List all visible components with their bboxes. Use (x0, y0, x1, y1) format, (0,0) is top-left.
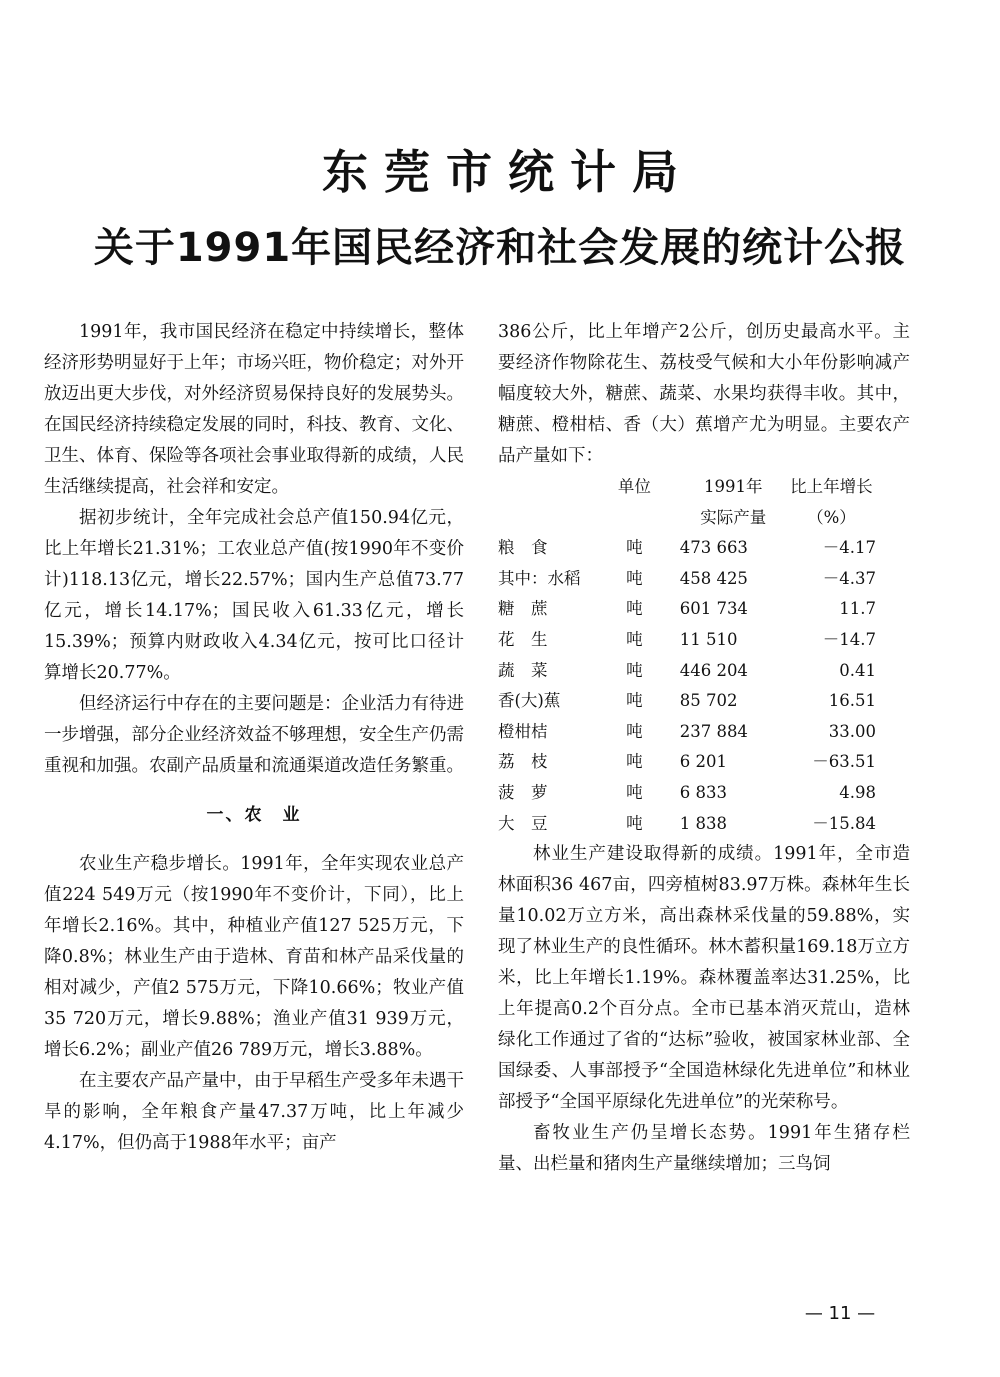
product-unit: 吨 (626, 538, 643, 558)
product-change: －14.7 (822, 629, 876, 649)
product-unit: 吨 (626, 721, 643, 741)
left-column (44, 317, 464, 1159)
table-row (498, 564, 898, 595)
table-row (498, 717, 898, 748)
product-change: －4.37 (822, 568, 876, 588)
product-unit: 吨 (626, 691, 643, 711)
product-output: 6 201 (679, 752, 727, 772)
product-name: 糖 蔗 (498, 599, 548, 619)
paragraph-overview: 1991年，我市国民经济在稳定中持续增长，整体经济形势明显好于上年；市场兴旺，物价稳定；对外开放迈出更大步伐，对外经济贸易保持良好的发展势头。在国民经济持续稳定发展的同时，科技、教育、文化、卫生、体育、保险等各项社会事业取得新的成绩，人民生活继续提高，社会祥和安定。 (44, 322, 464, 497)
product-change: 11.7 (839, 599, 876, 619)
table-row (498, 594, 898, 625)
header-year-sub: 实际产量 (700, 507, 767, 527)
product-change: 33.00 (828, 721, 876, 741)
table-row (498, 747, 898, 778)
table-row (498, 809, 898, 840)
product-output: 237 884 (679, 721, 748, 741)
product-output: 458 425 (679, 568, 748, 588)
header-change: 比上年增长 (790, 477, 873, 496)
product-change: －4.17 (822, 538, 876, 558)
product-output: 1 838 (679, 813, 727, 833)
header-change-sub: （%） (807, 507, 856, 527)
paragraph-livestock: 畜牧业生产仍呈增长态势。1991年生猪存栏量、出栏量和猪肉生产量继续增加；三鸟饲 (498, 1123, 910, 1175)
product-unit: 吨 (626, 782, 643, 802)
product-output: 446 204 (679, 660, 748, 680)
paragraph-preliminary-stats: 据初步统计，全年完成社会总产值150.94亿元，比上年增长21.31%；工农业总产值(按1990年不变价计)118.13亿元，增长22.57%；国内生产总值73.77亿元，增长14.17%；国民收入61.33亿元，增长15.39%；预算内财政收入4.34亿元，按可比口径计算增长20.77%。 (44, 508, 464, 683)
product-unit: 吨 (626, 629, 643, 649)
table-row (498, 656, 898, 687)
paragraph-main-products: 在主要农产品产量中，由于早稻生产受多年未遇干旱的影响，全年粮食产量47.37万吨，比上年减少4.17%，但仍高于1988年水平；亩产 (44, 1071, 464, 1153)
table-subheader-row (498, 503, 898, 534)
product-change: －63.51 (812, 752, 876, 772)
table-row (498, 686, 898, 717)
table-row (498, 533, 898, 564)
product-name: 菠 萝 (498, 782, 548, 802)
page-title-line2: 关于1991年国民经济和社会发展的统计公报 (93, 225, 907, 271)
product-change: 4.98 (839, 782, 876, 802)
farm-products-table (498, 472, 898, 839)
table-row (498, 778, 898, 809)
header-year: 1991年 (704, 477, 763, 496)
page-number: — 11 — (804, 1303, 876, 1324)
product-name: 荔 枝 (498, 752, 548, 772)
product-unit: 吨 (626, 752, 643, 772)
product-change: 0.41 (839, 660, 876, 680)
page-title-line1: 东莞市统计局 (322, 145, 694, 199)
product-output: 11 510 (679, 629, 738, 649)
paragraph-yield-continued: 386公斤，比上年增产2公斤，创历史最高水平。主要经济作物除花生、荔枝受气候和大小年份影响减产幅度较大外，糖蔗、蔬菜、水果均获得丰收。其中，糖蔗、橙柑桔、香（大）蕉增产尤为明显。主要农产品产量如下： (498, 322, 910, 466)
product-unit: 吨 (626, 660, 643, 680)
product-name: 橙柑桔 (498, 721, 548, 741)
product-unit: 吨 (626, 599, 643, 619)
product-name: 香(大)蕉 (498, 691, 561, 711)
table-body (498, 533, 898, 839)
product-name: 其中：水稻 (498, 568, 581, 588)
product-change: －15.84 (812, 813, 876, 833)
product-name: 大 豆 (498, 813, 548, 833)
product-unit: 吨 (626, 813, 643, 833)
product-output: 85 702 (679, 691, 738, 711)
table-row (498, 625, 898, 656)
product-output: 473 663 (679, 538, 748, 558)
paragraph-agriculture-output: 农业生产稳步增长。1991年，全年实现农业总产值224 549万元（按1990年不变价计，下同），比上年增长2.16%。其中，种植业产值127 525万元，下降0.8%；林业生产由于造林、育苗和林产品采伐量的相对减少，产值2 575万元，下降10.66%；牧业产值35 720万元，增长9.88%；渔业产值31 939万元，增长6.2%；副业产值26 789万元，增长3.88%。 (44, 854, 464, 1060)
header-unit: 单位 (617, 477, 651, 496)
table-header-row (498, 472, 898, 503)
product-name: 蔬 菜 (498, 660, 548, 680)
product-output: 6 833 (679, 782, 727, 802)
section-heading-agriculture: 一、农 业 (206, 805, 302, 825)
product-output: 601 734 (679, 599, 748, 619)
product-name: 粮 食 (498, 538, 548, 558)
product-unit: 吨 (626, 568, 643, 588)
product-name: 花 生 (498, 629, 548, 649)
paragraph-forestry: 林业生产建设取得新的成绩。1991年，全市造林面积36 467亩，四旁植树83.97万株。森林年生长量10.02万立方米，高出森林采伐量的59.88%，实现了林业生产的良性循环。林木蓄积量169.18万立方米，比上年增长1.19%。森林覆盖率达31.25%，比上年提高0.2个百分点。全市已基本消灭荒山，造林绿化工作通过了省的“达标”验收，被国家林业部、全国绿委、人事部授予“全国造林绿化先进单位”和林业部授予“全国平原绿化先进单位”的光荣称号。 (498, 844, 910, 1113)
product-change: 16.51 (828, 691, 876, 711)
right-column (498, 317, 910, 1180)
paragraph-problems: 但经济运行中存在的主要问题是：企业活力有待进一步增强，部分企业经济效益不够理想，安全生产仍需重视和加强。农副产品质量和流通渠道改造任务繁重。 (44, 694, 464, 776)
